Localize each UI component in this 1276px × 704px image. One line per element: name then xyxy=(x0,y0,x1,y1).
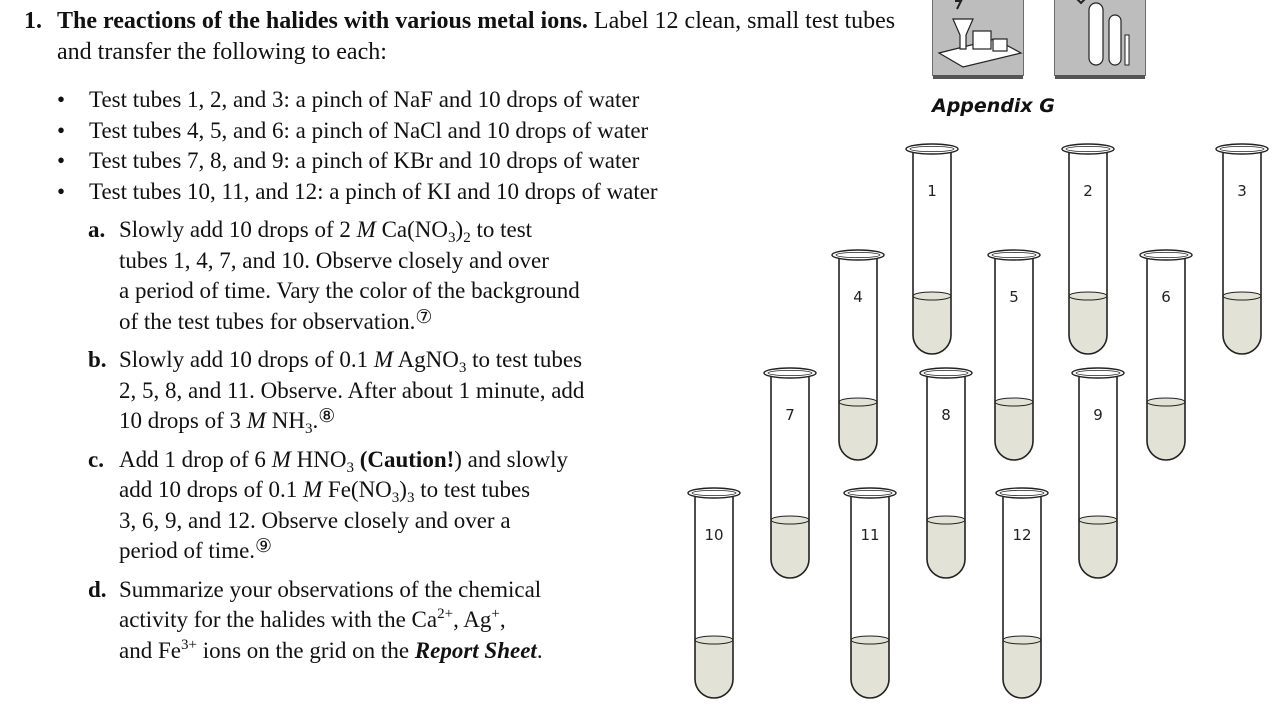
meniscus xyxy=(1079,516,1117,524)
meniscus xyxy=(1147,398,1185,406)
test-tube xyxy=(764,368,816,578)
liquid xyxy=(1079,520,1117,578)
tube-lip xyxy=(1072,368,1124,378)
test-tube xyxy=(906,144,958,354)
test-tube-list xyxy=(56,85,658,207)
tube-label: 6 xyxy=(1161,288,1171,306)
meniscus xyxy=(771,516,809,524)
list-item: • Test tubes 10, 11, and 12: a pinch of KI and 10 drops of water xyxy=(56,177,658,208)
step-letter: d. xyxy=(88,576,107,602)
step-d xyxy=(88,575,678,667)
tube-lip xyxy=(1140,250,1192,260)
test-tube xyxy=(832,250,884,460)
tube-lip xyxy=(832,250,884,260)
section-number: 1. xyxy=(24,8,42,34)
test-tubes-icon xyxy=(1054,0,1146,76)
section-heading xyxy=(24,6,914,68)
list-item: • Test tubes 1, 2, and 3: a pinch of NaF and 10 drops of water xyxy=(56,85,658,116)
liquid xyxy=(771,520,809,578)
glassware-icon xyxy=(932,0,1024,76)
tube-label: 7 xyxy=(785,406,795,424)
test-tube xyxy=(920,368,972,578)
step-b xyxy=(88,345,678,437)
step-a xyxy=(88,215,678,337)
step-letter: c. xyxy=(88,446,104,472)
tube-label: 12 xyxy=(1012,526,1032,544)
liquid xyxy=(995,402,1033,460)
liquid xyxy=(1147,402,1185,460)
meniscus xyxy=(839,398,877,406)
step-text: Slowly add 10 drops of 2 M $Ca(NO_3)_2$ to test tubes 1, 4, 7, and 10. Observe closely and over a period of time. Vary the color of the background of the test tubes for observation.⑦ xyxy=(119,217,580,334)
meniscus xyxy=(695,636,733,644)
test-tube xyxy=(1072,368,1124,578)
tube-label: 4 xyxy=(853,288,863,306)
list-item: • Test tubes 4, 5, and 6: a pinch of NaCl and 10 drops of water xyxy=(56,116,658,147)
footnote-ref: ⑨ xyxy=(255,536,273,557)
step-text: Summarize your observations of the chemical activity for the halides with the $Ca^{2+}$, Ag+, and $Fe^{3+}$ ions on the grid on the Report Sheet. xyxy=(119,576,543,663)
procedure-steps xyxy=(88,215,678,674)
liquid xyxy=(913,296,951,354)
section-intro: Label 12 clean, small test tubes and transfer the following to each: xyxy=(57,8,896,65)
tube-lip xyxy=(688,488,740,498)
liquid xyxy=(927,520,965,578)
tube-label: 9 xyxy=(1093,406,1103,424)
meniscus xyxy=(1003,636,1041,644)
tube-lip xyxy=(1062,144,1114,154)
tube-lip xyxy=(906,144,958,154)
step-letter: b. xyxy=(88,347,107,372)
meniscus xyxy=(927,516,965,524)
test-tube xyxy=(996,488,1048,698)
step-c xyxy=(88,445,678,567)
tube-lip xyxy=(1216,144,1268,154)
step-letter: a. xyxy=(88,217,106,242)
test-tube xyxy=(688,488,740,698)
list-item: • Test tubes 7, 8, and 9: a pinch of KBr and 10 drops of water xyxy=(56,146,658,177)
meniscus xyxy=(995,398,1033,406)
liquid xyxy=(1069,296,1107,354)
tube-label: 1 xyxy=(927,182,937,200)
tube-lip xyxy=(996,488,1048,498)
tube-label: 8 xyxy=(941,406,951,424)
test-tube xyxy=(1062,144,1114,354)
tube-lip xyxy=(764,368,816,378)
liquid xyxy=(695,640,733,698)
liquid xyxy=(1003,640,1041,698)
liquid xyxy=(839,402,877,460)
appendix-label: Appendix G xyxy=(932,95,1055,117)
footnote-ref: ⑦ xyxy=(415,306,433,328)
test-tube-diagram xyxy=(680,130,1276,704)
section-title: The reactions of the halides with various metal ions. xyxy=(57,8,588,34)
liquid xyxy=(851,640,889,698)
tube-label: 3 xyxy=(1237,182,1247,200)
tube-label: 5 xyxy=(1009,288,1019,306)
tube-lip xyxy=(988,250,1040,260)
liquid xyxy=(1223,296,1261,354)
meniscus xyxy=(913,292,951,300)
meniscus xyxy=(1069,292,1107,300)
footnote-ref: ⑧ xyxy=(318,406,336,427)
meniscus xyxy=(851,636,889,644)
step-text: Slowly add 10 drops of 0.1 M AgNO$_3$ to test tubes 2, 5, 8, and 11. Observe. After about 1 minute, add 10 drops of 3 M $NH_3.^⑧$ xyxy=(119,347,585,437)
test-tube xyxy=(1140,250,1192,460)
step-text: Add 1 drop of 6 M $HNO_3$ (Caution!) and slowly add 10 drops of 0.1 M $Fe(NO_3)_3$ to test tubes 3, 6, 9, and 12. Observe closely and over a period of time.⑨ xyxy=(119,446,568,563)
test-tube xyxy=(1216,144,1268,354)
test-tube xyxy=(988,250,1040,460)
tube-lip xyxy=(920,368,972,378)
tube-lip xyxy=(844,488,896,498)
tube-label: 11 xyxy=(860,526,880,544)
meniscus xyxy=(1223,292,1261,300)
tube-label: 2 xyxy=(1083,182,1093,200)
test-tube xyxy=(844,488,896,698)
tube-label: 10 xyxy=(704,526,724,544)
